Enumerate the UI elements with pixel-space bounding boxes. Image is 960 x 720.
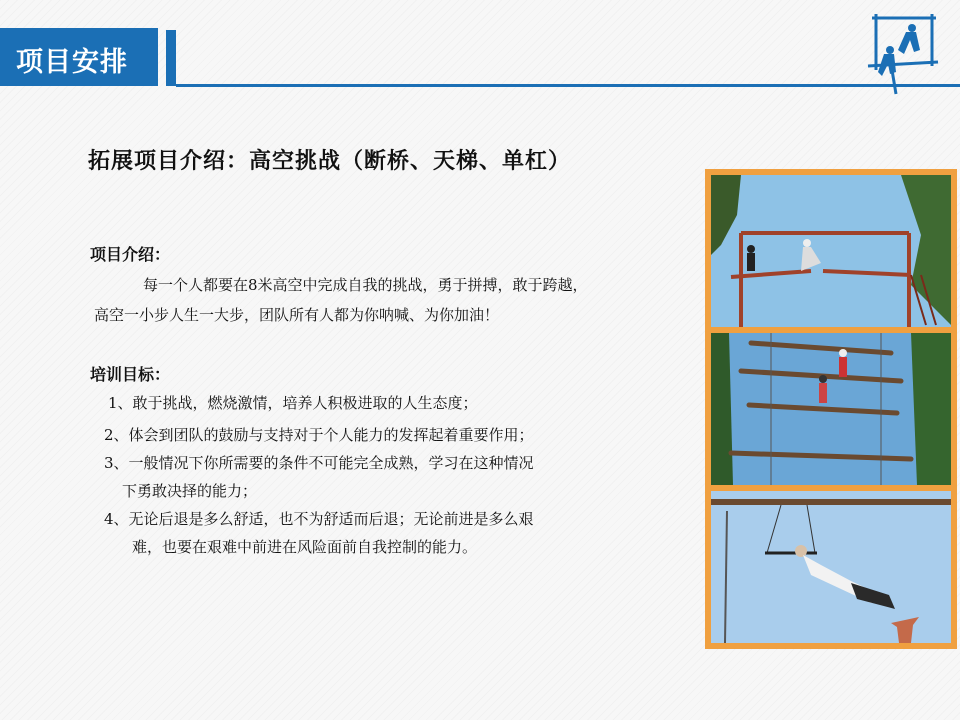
trapeze-photo	[711, 491, 951, 643]
sky-ladder-photo	[711, 333, 951, 485]
photo-collage	[705, 169, 957, 649]
intro-line-1: 每一个人都要在8米高空中完成自我的挑战，勇于拼搏，敢于跨越，	[143, 276, 588, 294]
goal-2: 2、体会到团队的鼓励与支持对于个人能力的发挥起着重要作用；	[104, 426, 534, 444]
title-accent-bar	[166, 30, 176, 86]
goal-4-line-2: 难，也要在艰难中前进在风险面前自我控制的能力。	[132, 538, 478, 556]
goal-3-line-2: 下勇敢决择的能力；	[122, 482, 258, 500]
intro-heading: 项目介绍：	[90, 245, 171, 264]
section-subtitle: 拓展项目介绍：高空挑战（断桥、天梯、单杠）	[88, 148, 572, 174]
goals-heading: 培训目标：	[90, 365, 171, 384]
goal-3-line-1: 3、一般情况下你所需要的条件不可能完全成熟，学习在这种情况	[104, 454, 534, 472]
goal-4-line-1: 4、无论后退是多么舒适，也不为舒适而后退；无论前进是多么艰	[104, 510, 534, 528]
goal-1: 1、敢于挑战，燃烧激情，培养人积极进取的人生态度；	[108, 394, 478, 412]
climbing-figures-logo-icon	[862, 10, 942, 96]
intro-line-2: 高空一小步人生一大步，团队所有人都为你呐喊、为你加油！	[94, 306, 500, 324]
broken-bridge-photo	[711, 175, 951, 327]
page-title: 项目安排	[16, 47, 128, 78]
header-divider	[176, 84, 960, 87]
